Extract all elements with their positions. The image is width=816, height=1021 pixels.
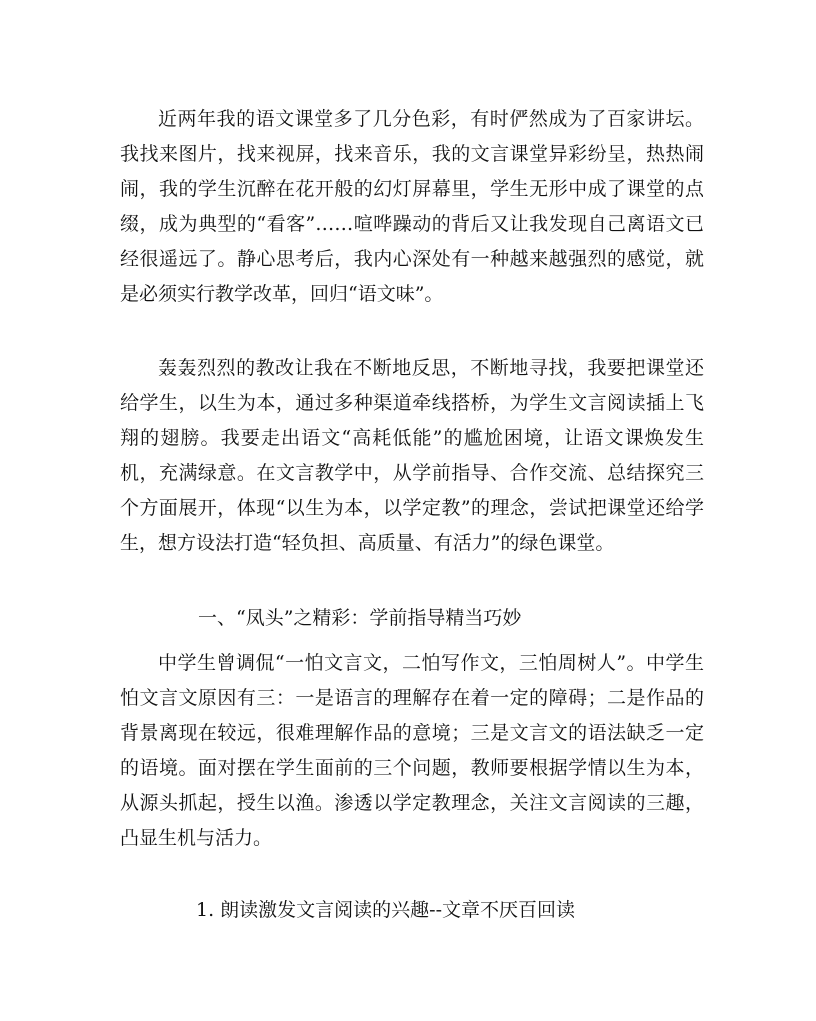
paragraph-1: 近两年我的语文课堂多了几分色彩，有时俨然成为了百家讲坛。我找来图片，找来视屏，找来音乐，我的文言课堂异彩纷呈，热热闹闹，我的学生沉醉在花开般的幻灯屏幕里，学生无形中成了课堂的点缀，成为典型的“看客”……喧哗躁动的背后又让我发现自己离语文已经很遥远了。静心思考后，我内心深处有一种越来越强烈的感觉，就是必须实行教学改革，回归“语文味”。 xyxy=(120,108,704,305)
section-heading-2: 1. 朗读激发文言阅读的兴趣--文章不厌百回读 xyxy=(196,899,576,921)
section-heading-1: 一、“凤头”之精彩：学前指导精当巧妙 xyxy=(198,607,522,629)
paragraph-2: 轰轰烈烈的教改让我在不断地反思，不断地寻找，我要把课堂还给学生，以生为本，通过多种渠道牵线搭桥，为学生文言阅读插上飞翔的翅膀。我要走出语文“高耗低能”的尴尬困境，让语文课焕发生机，充满绿意。在文言教学中，从学前指导、合作交流、总结探究三个方面展开，体现“以生为本，以学定教”的理念，尝试把课堂还给学生，想方设法打造“轻负担、高质量、有活力”的绿色课堂。 xyxy=(120,357,704,554)
paragraph-3: 中学生曾调侃“一怕文言文，二怕写作文，三怕周树人”。中学生怕文言文原因有三：一是语言的理解存在着一定的障碍；二是作品的背景离现在较远，很难理解作品的意境；三是文言文的语法缺乏一定的语境。面对摆在学生面前的三个问题，教师要根据学情以生为本，从源头抓起，授生以渔。渗透以学定教理念，关注文言阅读的三趣，凸显生机与活力。 xyxy=(120,652,704,849)
